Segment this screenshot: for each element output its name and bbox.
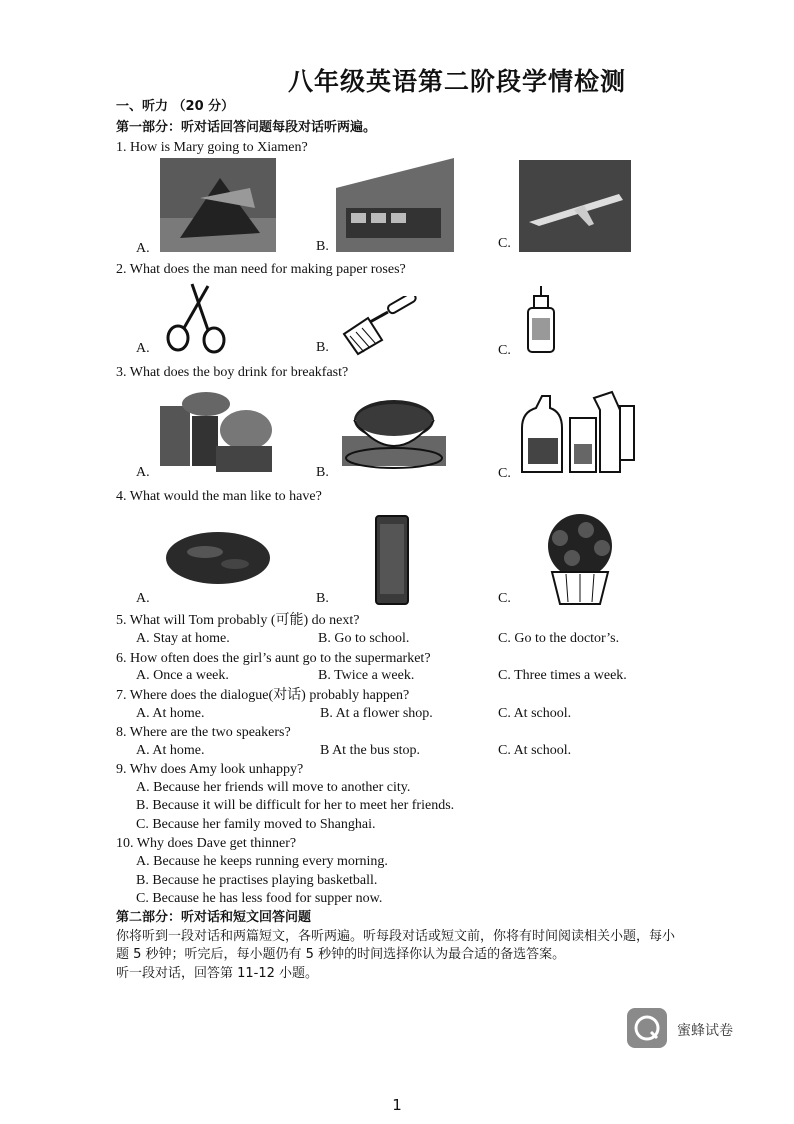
food-pile-image [156,386,274,478]
q10-option-a: A. Because he keeps running every morning. [136,854,388,869]
q5-option-c: C. Go to the doctor’s. [498,631,620,646]
q9-option-a: A. Because her friends will move to another city. [136,780,411,795]
q10-option-c: C. Because he has less food for supper now. [136,891,383,906]
question-1: 1. How is Mary going to Xiamen? [116,140,308,155]
cake-image [165,530,271,586]
part2-heading: 第二部分：听对话和短文回答问题 [116,910,312,925]
q1-option-c: C. [498,236,511,251]
drink-glass-image [374,514,410,606]
q7-option-b: B. At a flower shop. [320,706,433,721]
question-10: 10. Why does Dave get thinner? [116,836,297,851]
glue-bottle-image [524,286,558,356]
page-number: 1 [392,1096,402,1114]
q7-option-c: C. At school. [498,706,572,721]
soup-bowl-image [342,392,446,476]
part2-instruction-3: 听一段对话，回答第 11-12 小题。 [116,966,319,981]
question-7: 7. Where does the dialogue(对话) probably happen? [116,688,410,703]
watermark-text: 蜜蜂试卷 [677,1023,733,1039]
question-9: 9. Whv does Amy look unhappy? [116,762,304,777]
q8-option-b: B At the bus stop. [320,743,420,758]
watermark-logo-icon [627,1008,667,1048]
q5-option-b: B. Go to school. [318,631,410,646]
q4-option-c: C. [498,591,511,606]
train-image [160,158,276,252]
q3-option-c: C. [498,466,511,481]
question-4: 4. What would the man like to have? [116,489,322,504]
q1-option-a: A. [136,241,150,256]
q2-option-a: A. [136,341,150,356]
q5-option-a: A. Stay at home. [136,631,230,646]
question-6: 6. How often does the girl’s aunt go to the supermarket? [116,651,431,666]
section-heading: 一、听力 （20 分） [116,99,235,114]
q9-option-c: C. Because her family moved to Shanghai. [136,817,376,832]
question-5: 5. What will Tom probably (可能) do next? [116,613,360,628]
part2-instruction-2: 题 5 秒钟；听完后，每小题仍有 5 秒钟的时间选择你认为最合适的备选答案。 [116,947,566,962]
question-2: 2. What does the man need for making paper roses? [116,262,406,277]
q7-option-a: A. At home. [136,706,205,721]
page-title: 八年级英语第二阶段学情检测 [287,67,626,96]
scissors-image [164,282,230,356]
q6-option-a: A. Once a week. [136,668,229,683]
brush-image [340,296,422,358]
q4-option-b: B. [316,591,329,606]
part1-instruction: 第一部分：听对话回答问题每段对话听两遍。 [116,120,377,135]
bus-image [336,158,454,252]
q9-option-b: B. Because it will be difficult for her to meet her friends. [136,798,455,813]
q8-option-a: A. At home. [136,743,205,758]
q6-option-b: B. Twice a week. [318,668,415,683]
q2-option-c: C. [498,343,511,358]
q6-option-c: C. Three times a week. [498,668,627,683]
q2-option-b: B. [316,340,329,355]
q1-option-b: B. [316,239,329,254]
q10-option-b: B. Because he practises playing basketball. [136,873,378,888]
question-8: 8. Where are the two speakers? [116,725,291,740]
flower-basket-image [532,512,628,608]
question-3: 3. What does the boy drink for breakfast? [116,365,349,380]
q4-option-a: A. [136,591,150,606]
q8-option-c: C. At school. [498,743,572,758]
plane-image [519,160,631,252]
drinks-image [516,388,638,480]
q3-option-a: A. [136,465,150,480]
q3-option-b: B. [316,465,329,480]
part2-instruction-1: 你将听到一段对话和两篇短文，各听两遍。听每段对话或短文前，你将有时间阅读相关小题，每小 [116,929,676,944]
